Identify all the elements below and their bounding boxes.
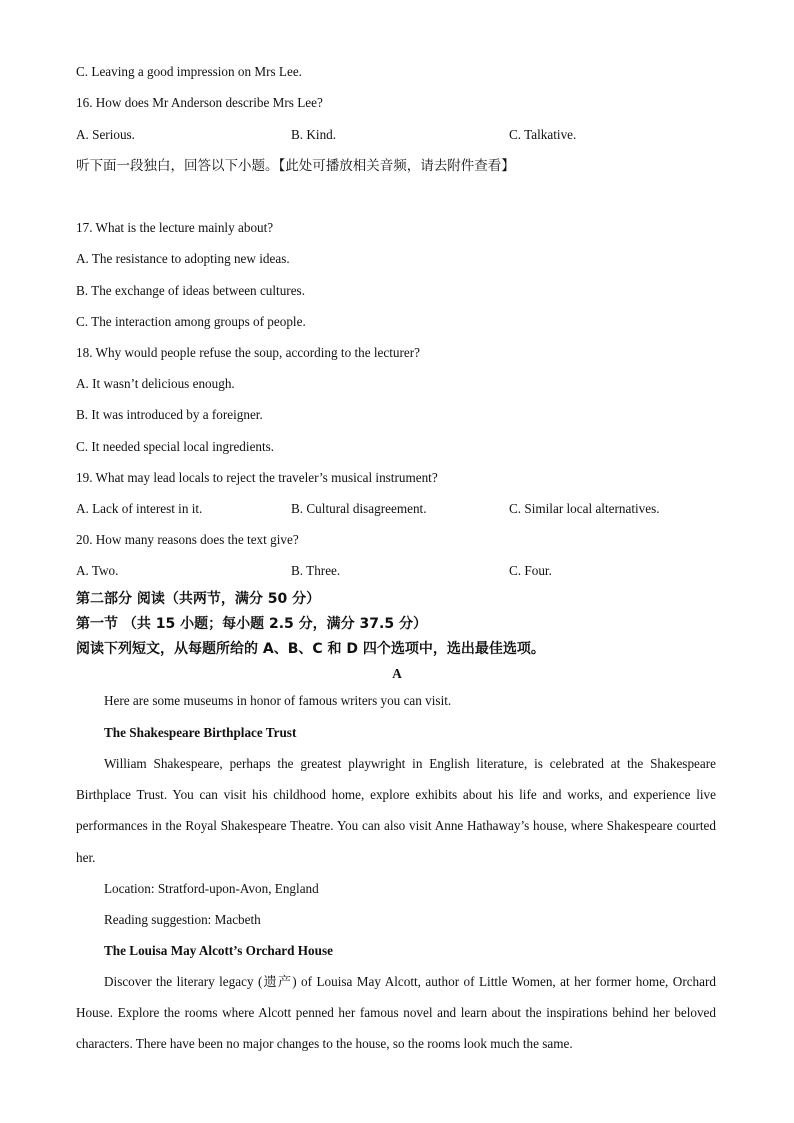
museum2-title: The Louisa May Alcott’s Orchard House [104,943,333,958]
q20-option-c: C. Four. [509,563,552,578]
passage-intro: Here are some museums in honor of famous writers you can visit. [104,693,452,708]
q16-option-c: C. Talkative. [509,127,577,142]
museum1-reading-suggestion: Reading suggestion: Macbeth [104,912,261,927]
q17-question: 17. What is the lecture mainly about? [76,220,274,235]
museum1-title: The Shakespeare Birthplace Trust [104,725,297,740]
museum1-body: William Shakespeare, perhaps the greatest playwright in English literature, is celebrated at the Shakespeare Birthplace Trust. You can visit his childhood home, explore exhibits about his life and works, and experience live performances in the Royal Shakespeare Theatre. You can also visit Anne Hathaway’s house, where Shakespeare courted her. [76,756,716,865]
passage-label: A [392,666,402,681]
q16-question: 16. How does Mr Anderson describe Mrs Lee? [76,95,323,110]
part2-heading: 第二部分 阅读（共两节，满分 50 分） [76,591,321,607]
q15-option-c: C. Leaving a good impression on Mrs Lee. [76,64,302,79]
q19-option-c: C. Similar local alternatives. [509,501,660,516]
q17-option-c: C. The interaction among groups of people. [76,314,306,329]
q16-option-b: B. Kind. [291,127,337,142]
q18-question: 18. Why would people refuse the soup, according to the lecturer? [76,345,420,360]
q19-question: 19. What may lead locals to reject the traveler’s musical instrument? [76,470,438,485]
q18-option-b: B. It was introduced by a foreigner. [76,407,263,422]
q19-option-b: B. Cultural disagreement. [291,501,427,516]
q18-option-c: C. It needed special local ingredients. [76,439,275,454]
q18-option-a: A. It wasn’t delicious enough. [76,376,235,391]
q17-option-a: A. The resistance to adopting new ideas. [76,251,290,266]
museum2-body: Discover the literary legacy (遗产) of Louisa May Alcott, author of Little Women, at her former home, Orchard House. Explore the rooms where Alcott penned her famous novel and learn about the inspirations behind her beloved characters. There have been no major changes to the house, so the rooms look much the same. [76,974,716,1052]
reading-instruction: 阅读下列短文，从每题所给的 A、B、C 和 D 四个选项中，选出最佳选项。 [76,641,545,657]
monologue-instruction: 听下面一段独白，回答以下小题。【此处可播放相关音频，请去附件查看】 [76,158,515,174]
q17-option-b: B. The exchange of ideas between cultures. [76,283,305,298]
museum1-location: Location: Stratford-upon-Avon, England [104,881,319,896]
q20-option-a: A. Two. [76,563,119,578]
q16-option-a: A. Serious. [76,127,135,142]
q20-option-b: B. Three. [291,563,341,578]
q20-question: 20. How many reasons does the text give? [76,532,299,547]
q19-option-a: A. Lack of interest in it. [76,501,203,516]
section1-heading: 第一节 （共 15 小题；每小题 2.5 分，满分 37.5 分） [76,616,427,632]
